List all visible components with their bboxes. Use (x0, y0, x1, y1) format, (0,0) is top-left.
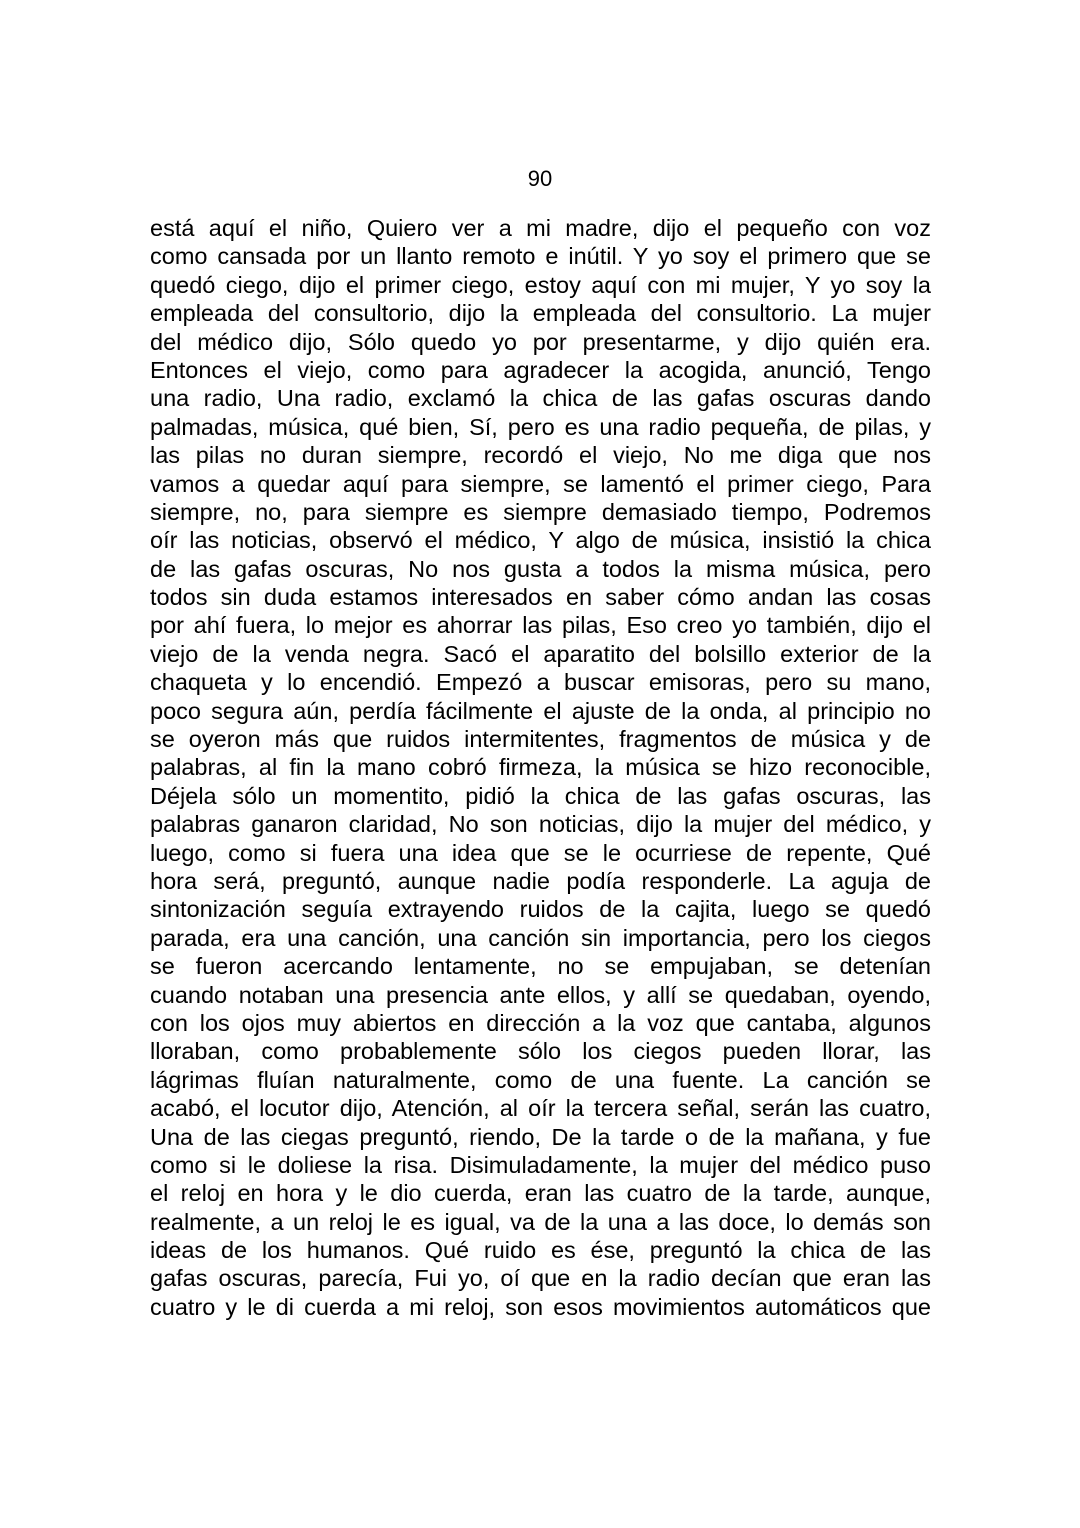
body-text (150, 214, 931, 1321)
text-line: una radio, Una radio, exclamó la chica de las gafas oscuras dando (150, 385, 931, 412)
text-line: Entonces el viejo, como para agradecer la acogida, anunció, Tengo (150, 356, 931, 383)
text-line: el reloj en hora y le dio cuerda, eran las cuatro de la tarde, aunque, (150, 1180, 931, 1207)
text-line: palmadas, música, qué bien, Sí, pero es una radio pequeña, de pilas, y (150, 413, 931, 440)
text-line: cuando notaban una presencia ante ellos, y allí se quedaban, oyendo, (150, 981, 931, 1008)
text-line: siempre, no, para siempre es siempre demasiado tiempo, Podremos (150, 498, 931, 525)
text-line: Déjela sólo un momentito, pidió la chica de las gafas oscuras, las (150, 782, 931, 809)
text-line: ideas de los humanos. Qué ruido es ése, preguntó la chica de las (150, 1237, 931, 1264)
text-line: como cansada por un llanto remoto e inútil. Y yo soy el primero que se (150, 243, 931, 270)
text-line: parada, era una canción, una canción sin importancia, pero los ciegos (150, 924, 931, 951)
text-line: sintonización seguía extrayendo ruidos de la cajita, luego se quedó (150, 896, 931, 923)
text-line: por ahí fuera, lo mejor es ahorrar las pilas, Eso creo yo también, dijo el (150, 612, 931, 639)
page-number: 90 (527, 166, 553, 191)
text-line: lloraban, como probablemente sólo los ciegos pueden llorar, las (150, 1038, 931, 1065)
text-line: del médico dijo, Sólo quedo yo por presentarme, y dijo quién era. (150, 328, 931, 355)
text-line: cuatro y le di cuerda a mi reloj, son esos movimientos automáticos que (150, 1293, 931, 1320)
text-line: está aquí el niño, Quiero ver a mi madre, dijo el pequeño con voz (150, 215, 931, 241)
text-line: gafas oscuras, parecía, Fui yo, oí que en la radio decían que eran las (150, 1265, 931, 1292)
text-line: lágrimas fluían naturalmente, como de una fuente. La canción se (150, 1066, 931, 1093)
text-line: se oyeron más que ruidos intermitentes, fragmentos de música y de (150, 726, 931, 753)
text-line: poco segura aún, perdía fácilmente el ajuste de la onda, al principio no (150, 697, 931, 724)
text-line: hora será, preguntó, aunque nadie podía responderle. La aguja de (150, 867, 931, 894)
text-line: luego, como si fuera una idea que se le ocurriese de repente, Qué (150, 839, 931, 866)
text-line: con los ojos muy abiertos en dirección a la voz que cantaba, algunos (150, 1009, 931, 1036)
text-line: chaqueta y lo encendió. Empezó a buscar emisoras, pero su mano, (150, 669, 931, 696)
text-line: acabó, el locutor dijo, Atención, al oír la tercera señal, serán las cuatro, (150, 1095, 931, 1122)
text-line: todos sin duda estamos interesados en saber cómo andan las cosas (150, 584, 931, 611)
text-line: de las gafas oscuras, No nos gusta a todos la misma música, pero (150, 555, 931, 582)
text-line: realmente, a un reloj le es igual, va de la una a las doce, lo demás son (150, 1208, 931, 1235)
text-line: oír las noticias, observó el médico, Y algo de música, insistió la chica (150, 527, 931, 554)
text-line: viejo de la venda negra. Sacó el aparatito del bolsillo exterior de la (150, 640, 931, 667)
text-line: palabras, al fin la mano cobró firmeza, la música se hizo reconocible, (150, 754, 931, 781)
text-line: vamos a quedar aquí para siempre, se lamentó el primer ciego, Para (150, 470, 931, 497)
text-line: se fueron acercando lentamente, no se empujaban, se detenían (150, 953, 931, 980)
text-line: como si le doliese la risa. Disimuladamente, la mujer del médico puso (150, 1151, 931, 1178)
text-line: empleada del consultorio, dijo la empleada del consultorio. La mujer (150, 300, 931, 327)
text-line: palabras ganaron claridad, No son noticias, dijo la mujer del médico, y (150, 811, 931, 838)
text-line: Una de las ciegas preguntó, riendo, De la tarde o de la mañana, y fue (150, 1123, 931, 1150)
text-line: las pilas no duran siempre, recordó el viejo, No me diga que nos (150, 442, 931, 469)
text-line: quedó ciego, dijo el primer ciego, estoy aquí con mi mujer, Y yo soy la (150, 271, 931, 298)
